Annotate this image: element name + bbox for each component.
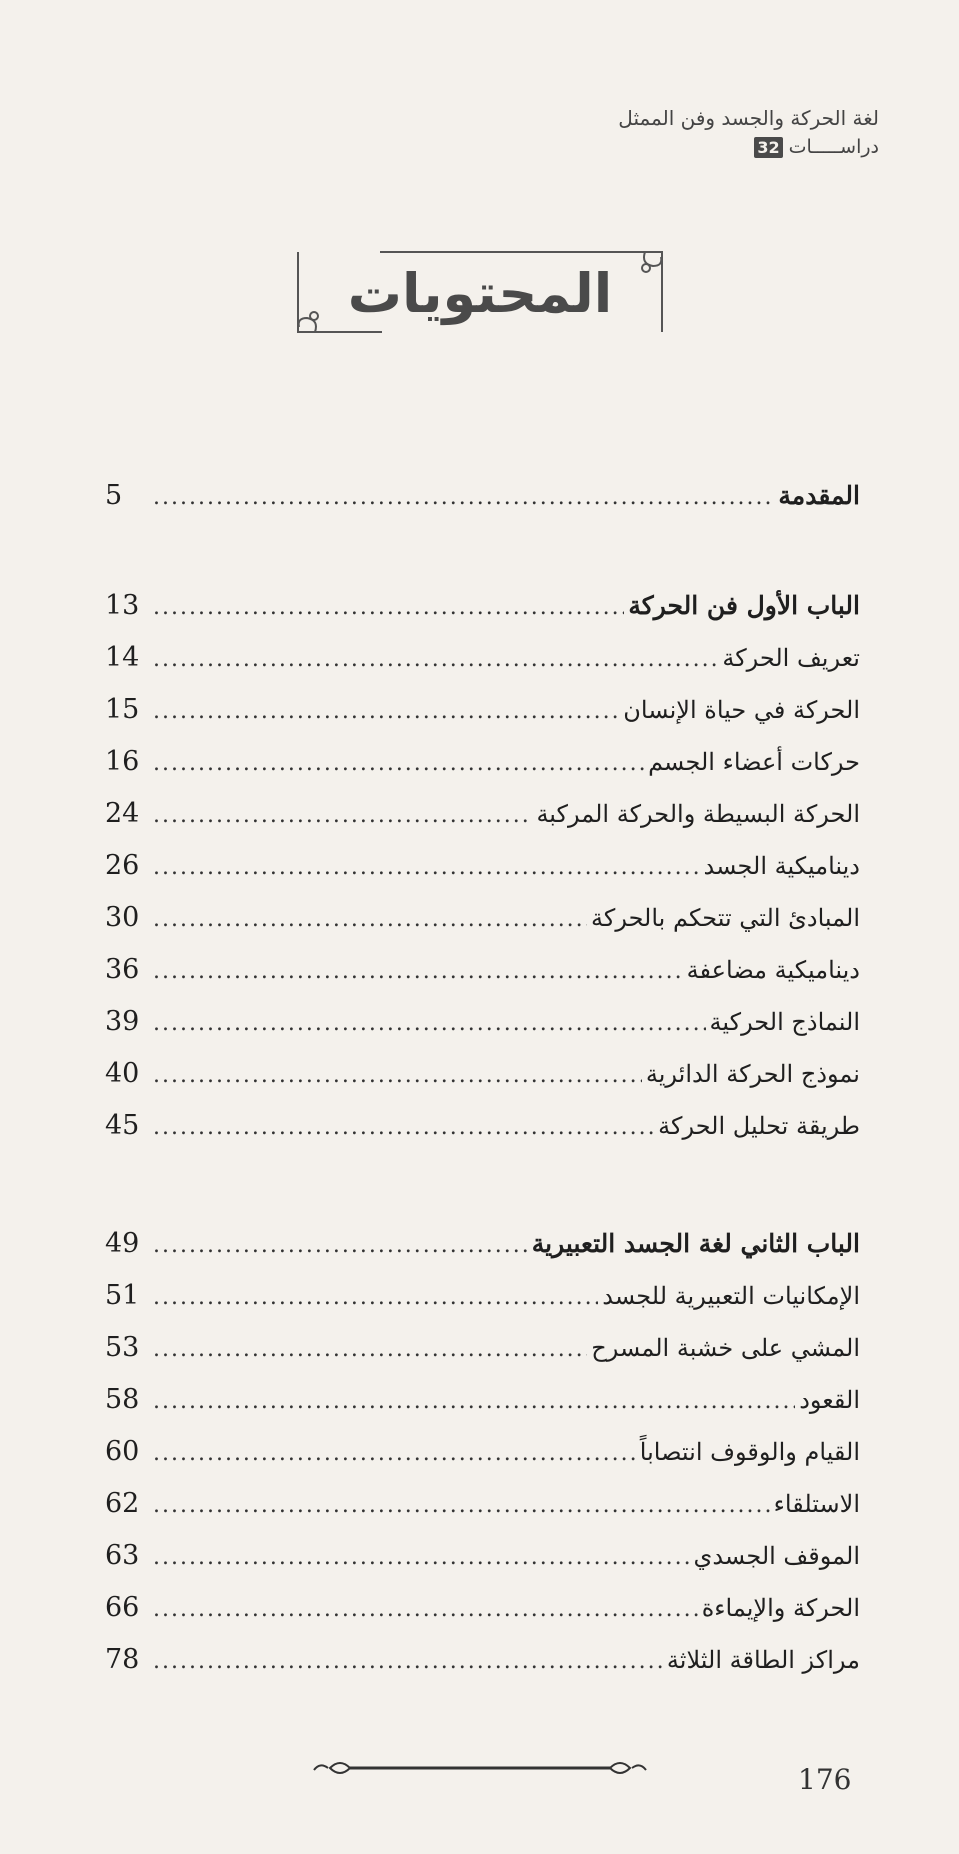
toc-entry-label: الحركة البسيطة والحركة المركبة bbox=[536, 800, 860, 828]
dot-leader bbox=[153, 595, 624, 620]
toc-entry-page: 78 bbox=[105, 1644, 140, 1675]
toc-entry-page: 14 bbox=[105, 642, 140, 673]
toc-entry-page: 49 bbox=[105, 1228, 140, 1259]
toc-entry-label: الاستلقاء bbox=[773, 1490, 860, 1518]
dot-leader bbox=[153, 1545, 690, 1570]
toc-entry-label: المبادئ التي تتحكم بالحركة bbox=[591, 904, 860, 932]
toc-entry-label: مراكز الطاقة الثلاثة bbox=[666, 1646, 860, 1674]
toc-entry-page: 58 bbox=[105, 1384, 140, 1415]
toc-entry-page: 40 bbox=[105, 1058, 140, 1089]
toc-entry-label: المشي على خشبة المسرح bbox=[591, 1334, 860, 1362]
toc-entry-label: الباب الأول فن الحركة bbox=[628, 591, 860, 620]
dot-leader bbox=[153, 907, 587, 932]
toc-entry bbox=[105, 1280, 860, 1320]
toc-entry-label: الباب الثاني لغة الجسد التعبيرية bbox=[531, 1229, 860, 1258]
toc-entry bbox=[105, 746, 860, 786]
dot-leader bbox=[153, 1441, 636, 1466]
toc-entry-page: 26 bbox=[105, 850, 140, 881]
toc-entry bbox=[105, 1058, 860, 1098]
toc-entry bbox=[105, 1488, 860, 1528]
dot-leader bbox=[153, 1493, 770, 1518]
title-frame bbox=[290, 248, 670, 338]
series-number-badge: 32 bbox=[754, 137, 782, 158]
toc-entry bbox=[105, 850, 860, 890]
toc-entry bbox=[105, 1540, 860, 1580]
dot-leader bbox=[153, 1597, 698, 1622]
toc-entry bbox=[105, 1332, 860, 1372]
toc-entry-page: 5 bbox=[105, 480, 123, 511]
dot-leader bbox=[153, 959, 683, 984]
toc-entry bbox=[105, 1436, 860, 1476]
dot-leader bbox=[153, 1115, 654, 1140]
toc-entry-page: 51 bbox=[105, 1280, 140, 1311]
decorative-rule-icon bbox=[310, 1756, 650, 1780]
toc-entry-page: 60 bbox=[105, 1436, 140, 1467]
dot-leader bbox=[153, 803, 532, 828]
toc-entry-page: 30 bbox=[105, 902, 140, 933]
toc-entry-label: الإمكانيات التعبيرية للجسد bbox=[602, 1282, 860, 1310]
toc-entry-page: 53 bbox=[105, 1332, 140, 1363]
page-number: 176 bbox=[798, 1763, 852, 1796]
toc-entry-label: الحركة في حياة الإنسان bbox=[623, 696, 860, 724]
toc-entry-page: 15 bbox=[105, 694, 140, 725]
toc-entry bbox=[105, 1644, 860, 1684]
bottom-ornament bbox=[310, 1756, 650, 1784]
toc-entry-label: القعود bbox=[799, 1386, 860, 1414]
toc-entry-page: 66 bbox=[105, 1592, 140, 1623]
dot-leader bbox=[153, 751, 644, 776]
toc-entry-page: 63 bbox=[105, 1540, 140, 1571]
toc-entry-label: ديناميكية مضاعفة bbox=[686, 956, 860, 984]
toc-entry-page: 24 bbox=[105, 798, 140, 829]
toc-entry-label: الحركة والإيماءة bbox=[701, 1594, 860, 1622]
toc-entry-label: النماذج الحركية bbox=[709, 1008, 860, 1036]
toc-entry bbox=[105, 1384, 860, 1424]
toc-entry bbox=[105, 798, 860, 838]
series-label bbox=[618, 136, 879, 158]
toc-entry-page: 39 bbox=[105, 1006, 140, 1037]
dot-leader bbox=[153, 485, 774, 510]
toc-entry-label: نموذج الحركة الدائرية bbox=[645, 1060, 860, 1088]
toc-entry-label: المقدمة bbox=[778, 481, 860, 510]
toc-entry-label: تعريف الحركة bbox=[722, 644, 860, 672]
toc-entry bbox=[105, 1110, 860, 1150]
toc-entry bbox=[105, 1228, 860, 1268]
toc-entry-label: الموقف الجسدي bbox=[693, 1542, 860, 1570]
running-header bbox=[618, 106, 879, 158]
toc-entry bbox=[105, 480, 860, 520]
dot-leader bbox=[153, 1011, 706, 1036]
toc-entry-page: 16 bbox=[105, 746, 140, 777]
dot-leader bbox=[153, 855, 700, 880]
toc-entry bbox=[105, 1592, 860, 1632]
series-text: دراســـــات bbox=[788, 136, 879, 158]
dot-leader bbox=[153, 1285, 598, 1310]
dot-leader bbox=[153, 699, 619, 724]
dot-leader bbox=[153, 1389, 795, 1414]
toc-entry-page: 36 bbox=[105, 954, 140, 985]
toc-entry-page: 13 bbox=[105, 590, 140, 621]
book-title: لغة الحركة والجسد وفن الممثل bbox=[618, 106, 879, 130]
toc-entry bbox=[105, 642, 860, 682]
dot-leader bbox=[153, 1233, 528, 1258]
dot-leader bbox=[153, 1649, 663, 1674]
dot-leader bbox=[153, 647, 718, 672]
toc-entry-page: 62 bbox=[105, 1488, 140, 1519]
toc-entry bbox=[105, 1006, 860, 1046]
toc-entry bbox=[105, 590, 860, 630]
dot-leader bbox=[153, 1063, 642, 1088]
toc-title: المحتويات bbox=[347, 262, 613, 325]
toc-entry-page: 45 bbox=[105, 1110, 140, 1141]
toc-entry bbox=[105, 694, 860, 734]
toc-entry bbox=[105, 902, 860, 942]
dot-leader bbox=[153, 1337, 587, 1362]
toc-entry bbox=[105, 954, 860, 994]
toc-entry-label: طريقة تحليل الحركة bbox=[658, 1112, 860, 1140]
toc-entry-label: القيام والوقوف انتصاباً bbox=[639, 1438, 860, 1466]
toc-entry-label: حركات أعضاء الجسم bbox=[648, 748, 860, 776]
toc-entry-label: ديناميكية الجسد bbox=[703, 852, 860, 880]
